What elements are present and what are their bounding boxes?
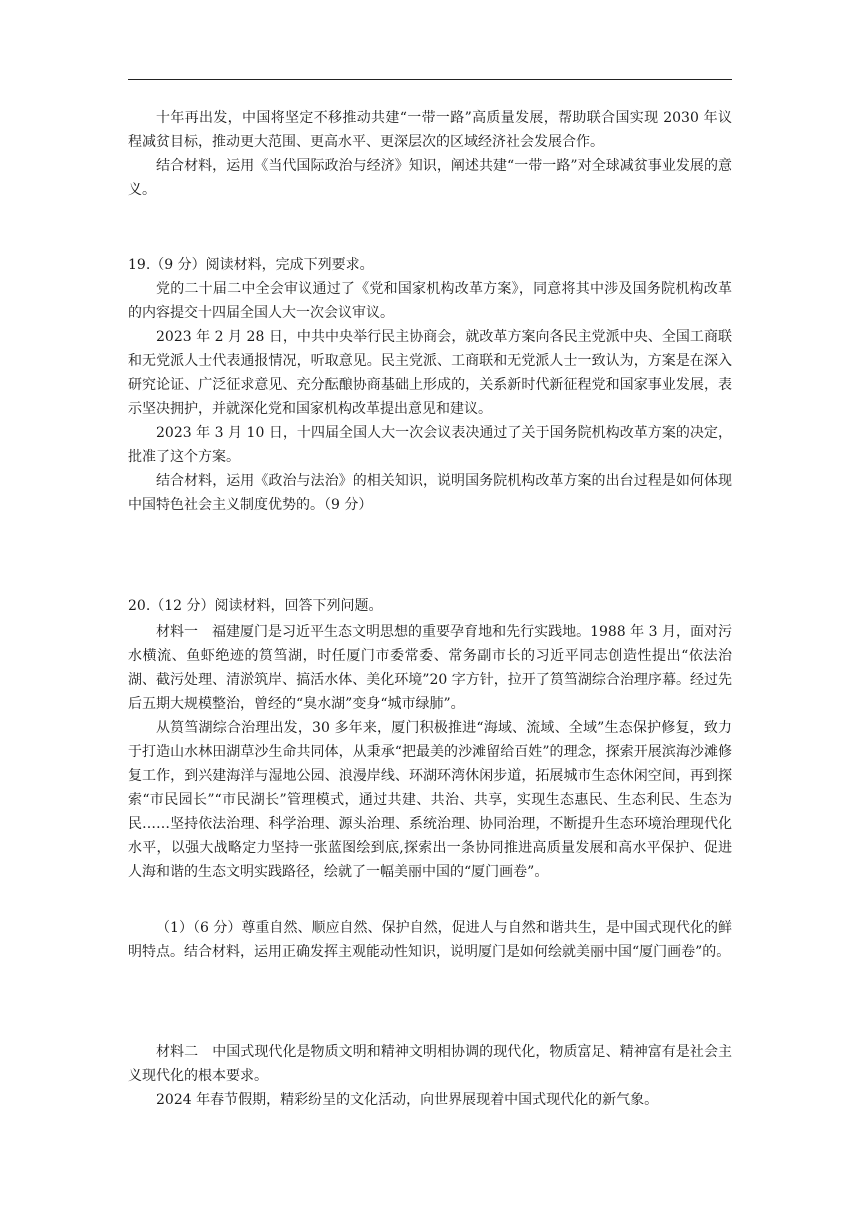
q20-header: 20.（12 分）阅读材料，回答下列问题。 — [128, 598, 383, 614]
q20-subquestion-1: （1）（6 分）尊重自然、顺应自然、保护自然，促进人与自然和谐共生，是中国式现代化的鲜明特点。结合材料，运用正确发挥主观能动性知识，说明厦门是如何绘就美丽中国“厦门画卷”的。 — [128, 920, 732, 960]
q20-material-2-paragraph-2: 2024 年春节假期，精彩纷呈的文化活动，向世界展现着中国式现代化的新气象。 — [156, 1092, 659, 1108]
q20-material-1-paragraph-2: 从筼筜湖综合治理出发，30 多年来，厦门积极推进“海域、流域、全域”生态保护修复，致力于打造山水林田湖草沙生命共同体，从秉承“把最美的沙滩留给百姓”的理念，探索开展滨海沙滩修复工作，到兴建海洋与湿地公园、浪漫岸线、环湖环湾休闲步道，拓展城市生态休闲空间，再到探索“市民园长”“市民湖长”管理模式，通过共建、共治、共享，实现生态惠民、生态利民、生态为民……坚持依法治理、科学治理、源头治理、系统治理、协同治理，不断提升生态环境治理现代化水平，以强大战略定力坚持一张蓝图绘到底,探索出一条协同推进高质量发展和高水平保护、促进人海和谐的生态文明实践路径，绘就了一幅美丽中国的“厦门画卷”。 — [128, 720, 732, 880]
q19-question: 结合材料，运用《政治与法治》的相关知识，说明国务院机构改革方案的出台过程是如何体现中国特色社会主义制度优势的。（9 分） — [128, 473, 732, 513]
q18-question-paragraph: 结合材料，运用《当代国际政治与经济》知识，阐述共建“一带一路”对全球减贫事业发展的意义。 — [128, 158, 732, 198]
q19-paragraph-3: 2023 年 3 月 10 日，十四届全国人大一次会议表决通过了关于国务院机构改革方案的决定，批准了这个方案。 — [128, 425, 732, 465]
q19-paragraph-2: 2023 年 2 月 28 日，中共中央举行民主协商会，就改革方案向各民主党派中央、全国工商联和无党派人士代表通报情况，听取意见。民主党派、工商联和无党派人士一致认为，方案是在深入研究论证、广泛征求意见、充分酝酿协商基础上形成的，关系新时代新征程党和国家事业发展，表示坚决拥护，并就深化党和国家机构改革提出意见和建议。 — [128, 329, 732, 417]
q20-material-1-paragraph-1: 材料一 福建厦门是习近平生态文明思想的重要孕育地和先行实践地。1988 年 3 月，面对污水横流、鱼虾绝迹的筼筜湖，时任厦门市委常委、常务副市长的习近平同志创造性提出“依法治湖、截污处理、清淤筑岸、搞活水体、美化环境”20 字方针，拉开了筼筜湖综合治理序幕。经过先后五期大规模整治，曾经的“臭水湖”变身“城市绿肺”。 — [128, 624, 732, 712]
header-rule — [128, 79, 732, 80]
q18-material-paragraph: 十年再出发，中国将坚定不移推动共建“一带一路”高质量发展，帮助联合国实现 2030 年议程减贫目标，推动更大范围、更高水平、更深层次的区域经济社会发展合作。 — [128, 110, 732, 150]
q19-header: 19.（9 分）阅读材料，完成下列要求。 — [128, 257, 374, 273]
q19-paragraph-1: 党的二十届二中全会审议通过了《党和国家机构改革方案》，同意将其中涉及国务院机构改革的内容提交十四届全国人大一次会议审议。 — [128, 281, 732, 321]
q20-material-2-paragraph-1: 材料二 中国式现代化是物质文明和精神文明相协调的现代化，物质富足、精神富有是社会主义现代化的根本要求。 — [128, 1044, 732, 1084]
